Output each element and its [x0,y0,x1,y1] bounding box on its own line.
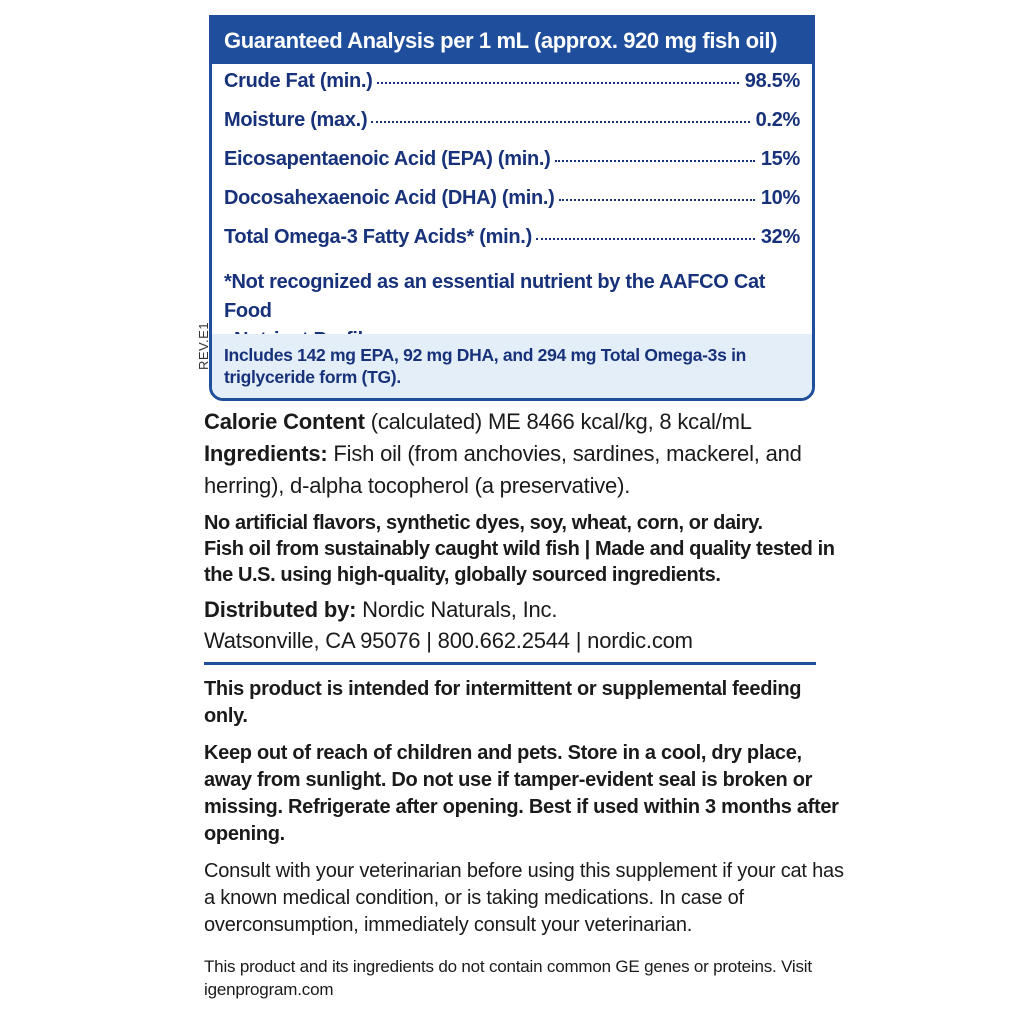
ge-statement: This product and its ingredients do not contain common GE genes or proteins. Visit igenprogram.com [204,957,812,999]
analysis-row-value: 10% [760,187,800,209]
analysis-row-label: Moisture (max.) [224,109,368,131]
analysis-row-label: Eicosapentaenoic Acid (EPA) (min.) [224,148,551,170]
guaranteed-analysis-panel [209,15,815,401]
leader-dots [555,160,755,162]
analysis-rows [224,70,800,265]
calorie-content [204,406,844,438]
calorie-text: (calculated) ME 8466 kcal/kg, 8 kcal/mL [364,409,752,434]
distributor-info [204,594,844,656]
leader-dots [559,199,755,201]
distributor-name: Nordic Naturals, Inc. [356,597,558,622]
ingredients-label: Ingredients: [204,441,328,466]
analysis-row-epa [224,148,800,187]
analysis-row-label: Docosahexaenoic Acid (DHA) (min.) [224,187,555,209]
claim-line: Fish oil from sustainably caught wild fish | Made and quality tested in the U.S. using high-quality, globally sourced ingredients. [204,538,835,586]
distributor-label: Distributed by: [204,597,357,622]
leader-dots [536,238,755,240]
product-claims [204,510,844,588]
storage-warning: Keep out of reach of children and pets. Store in a cool, dry place, away from sunlight. Do not use if tamper-evident seal is broken or missing. Refrigerate after opening. Best if used within 3 months after opening. [204,742,839,845]
footnote-line: *Not recognized as an essential nutrient by the AAFCO Cat Food [224,271,766,322]
ingredients-text: Fish oil (from anchovies, sardines, mackerel, and herring), d-alpha tocopherol (a preservative). [204,441,802,498]
analysis-row-label: Total Omega-3 Fatty Acids* (min.) [224,226,532,248]
analysis-row-label: Crude Fat (min.) [224,70,373,92]
analysis-row-crude-fat [224,70,800,109]
analysis-row-value: 32% [760,226,800,248]
analysis-row-value: 0.2% [755,109,800,131]
revision-code: REV.E1 [196,321,211,370]
section-divider [204,662,816,665]
analysis-row-moisture [224,109,800,148]
analysis-row-dha [224,187,800,226]
calorie-label: Calorie Content [204,409,365,434]
veterinarian-notice: Consult with your veterinarian before using this supplement if your cat has a known medical condition, or is taking medications. In case of overconsumption, immediately consult your veterinarian. [204,860,844,936]
analysis-row-value: 98.5% [744,70,800,92]
analysis-header: Guaranteed Analysis per 1 mL (approx. 920 mg fish oil) [212,18,812,64]
omega-includes-note: Includes 142 mg EPA, 92 mg DHA, and 294 mg Total Omega-3s in triglyceride form (TG). [212,334,812,398]
ingredients [204,438,844,502]
distributor-address: Watsonville, CA 95076 | 800.662.2544 | nordic.com [204,628,693,653]
leader-dots [371,121,749,123]
leader-dots [377,82,739,84]
feeding-notice: This product is intended for intermittent or supplemental feeding only. [204,678,802,727]
analysis-row-total-omega3 [224,226,800,265]
claim-line: No artificial flavors, synthetic dyes, soy, wheat, corn, or dairy. [204,512,763,534]
analysis-row-value: 15% [760,148,800,170]
